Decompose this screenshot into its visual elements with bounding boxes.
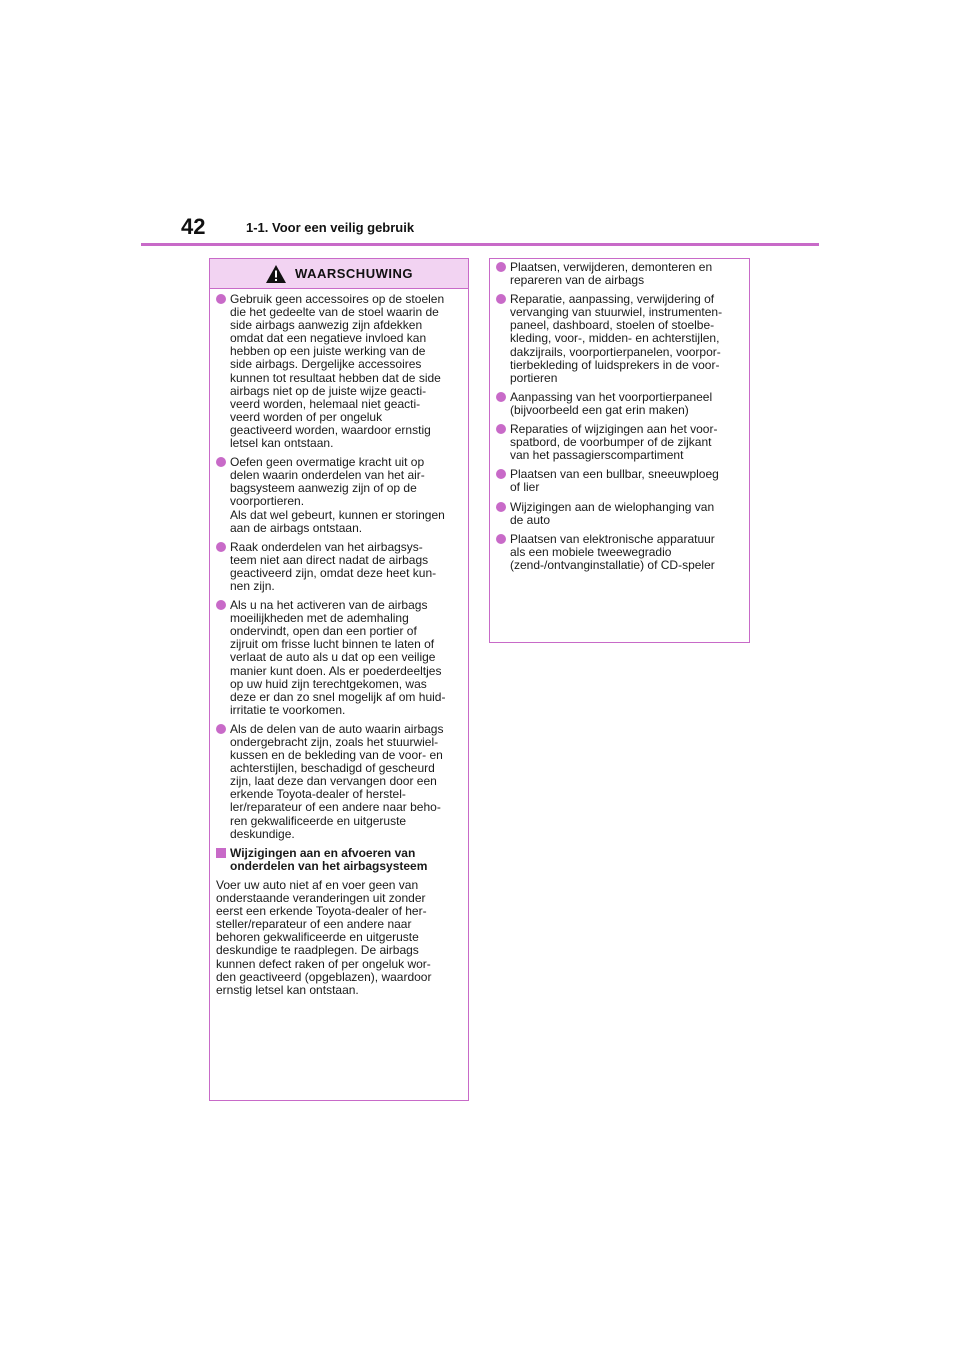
- bullet-icon: [216, 724, 226, 734]
- list-item: [216, 293, 462, 450]
- list-item-text: Raak onderdelen van het airbagsys- teem niet aan direct nadat de airbags geactiveerd zijn, omdat deze heet kun- nen zijn.: [230, 539, 437, 593]
- square-bullet-icon: [216, 848, 226, 858]
- list-item: [216, 541, 462, 593]
- list-item: [496, 501, 743, 527]
- list-item-text: Wijzigingen aan de wielophanging van de auto: [510, 499, 715, 527]
- warning-box: [209, 258, 469, 1101]
- list-item-text: Als u na het activeren van de airbags moeilijkheden met de ademhaling ondervindt, open dan een portier of zijruit om frisse lucht binnen te laten of verlaat de auto als u dat op een veilige manier kunt doen. Als er poederdeeltjes op uw huid zijn terechtgekomen, was deze er dan zo snel mogelijk af om huid- irritatie te voorkomen.: [230, 598, 446, 717]
- bullet-icon: [216, 600, 226, 610]
- bullet-icon: [496, 534, 506, 544]
- list-item-text: Als de delen van de auto waarin airbags ondergebracht zijn, zoals het stuurwiel- kussen en de bekleding van de voor- en achterstijlen, beschadigd of gescheurd zijn, laat deze dan vervangen door een erkende Toyota-dealer of herstel- ler/reparateur of een andere naar beho- ren gekwalificeerde en uitgeruste deskundige.: [230, 721, 444, 841]
- list-item: [496, 423, 743, 462]
- list-item: [496, 533, 743, 572]
- continuation-content: [490, 259, 749, 572]
- bullet-icon: [496, 392, 506, 402]
- list-item: [216, 599, 462, 717]
- list-item-text: Aanpassing van het voorportierpaneel (bijvoorbeeld een gat erin maken): [510, 389, 713, 417]
- bullet-icon: [496, 294, 506, 304]
- list-item: [216, 723, 462, 841]
- continuation-box: [489, 258, 750, 643]
- bullet-icon: [216, 542, 226, 552]
- subheading: [216, 847, 462, 873]
- list-item: [496, 468, 743, 494]
- list-item-text: Gebruik geen accessoires op de stoelen die het gedeelte van de stoel waarin de side airbags aanwezig zijn afdekken omdat dat een negatieve invloed kan hebben op een juiste werking van de side airbags. Dergelijke accessoires kunnen tot resultaat hebben dat de side airbags niet op de juiste wijze geacti- veerd worden, helemaal niet geacti- veerd worden of per ongeluk geactiveerd worden, waardoor ernstig letsel kan ontstaan.: [230, 292, 445, 451]
- warning-header: [210, 259, 468, 289]
- warning-triangle-icon: [265, 264, 287, 284]
- list-item: [496, 391, 743, 417]
- page-number: 42: [181, 214, 206, 239]
- bullet-icon: [496, 469, 506, 479]
- subheading-text: Wijzigingen aan en afvoeren van onderdelen van het airbagsysteem: [230, 845, 428, 873]
- bullet-icon: [216, 457, 226, 467]
- warning-paragraph: Voer uw auto niet af en voer geen van onderstaande veranderingen uit zonder eerst een erkende Toyota-dealer of her- steller/reparateur of een andere naar behoren gekwalificeerde en uitgeruste deskundige te raadplegen. De airbags kunnen defect raken of per ongeluk wor- den geactiveerd (opgeblazen), waardoor ernstig letsel kan ontstaan.: [216, 877, 432, 997]
- list-item-text: Plaatsen, verwijderen, demonteren en repareren van de airbags: [510, 260, 713, 288]
- list-item-text: Reparaties of wijzigingen aan het voor- spatbord, de voorbumper of de zijkant van het passagierscompartiment: [510, 422, 718, 463]
- list-item-text: Oefen geen overmatige kracht uit op delen waarin onderdelen van het air- bagsysteem aanwezig zijn of op de voorportieren. Als dat wel gebeurt, kunnen er storingen aan de airbags ontstaan.: [230, 455, 445, 535]
- warning-content: [210, 289, 468, 997]
- bullet-icon: [496, 502, 506, 512]
- bullet-icon: [496, 424, 506, 434]
- warning-title: WAARSCHUWING: [295, 266, 413, 281]
- list-item: [496, 261, 743, 287]
- list-item-text: Plaatsen van elektronische apparatuur als een mobiele tweewegradio (zend-/ontvanginstallatie) of CD-speler: [510, 531, 715, 572]
- list-item-text: Reparatie, aanpassing, verwijdering of vervanging van stuurwiel, instrumenten- paneel, dashboard, stoelen of stoelbe- kleding, voor-, midden- en achterstijlen, dakzijrails, voorportierpanelen, voorpor- tierbekleding of luidsprekers in de voor- portieren: [510, 292, 723, 385]
- bullet-icon: [496, 262, 506, 272]
- bullet-icon: [216, 294, 226, 304]
- list-item: [216, 456, 462, 535]
- list-item-text: Plaatsen van een bullbar, sneeuwploeg of lier: [510, 467, 719, 495]
- section-title: 1-1. Voor een veilig gebruik: [246, 220, 415, 235]
- header-rule: [141, 243, 819, 246]
- list-item: [496, 293, 743, 385]
